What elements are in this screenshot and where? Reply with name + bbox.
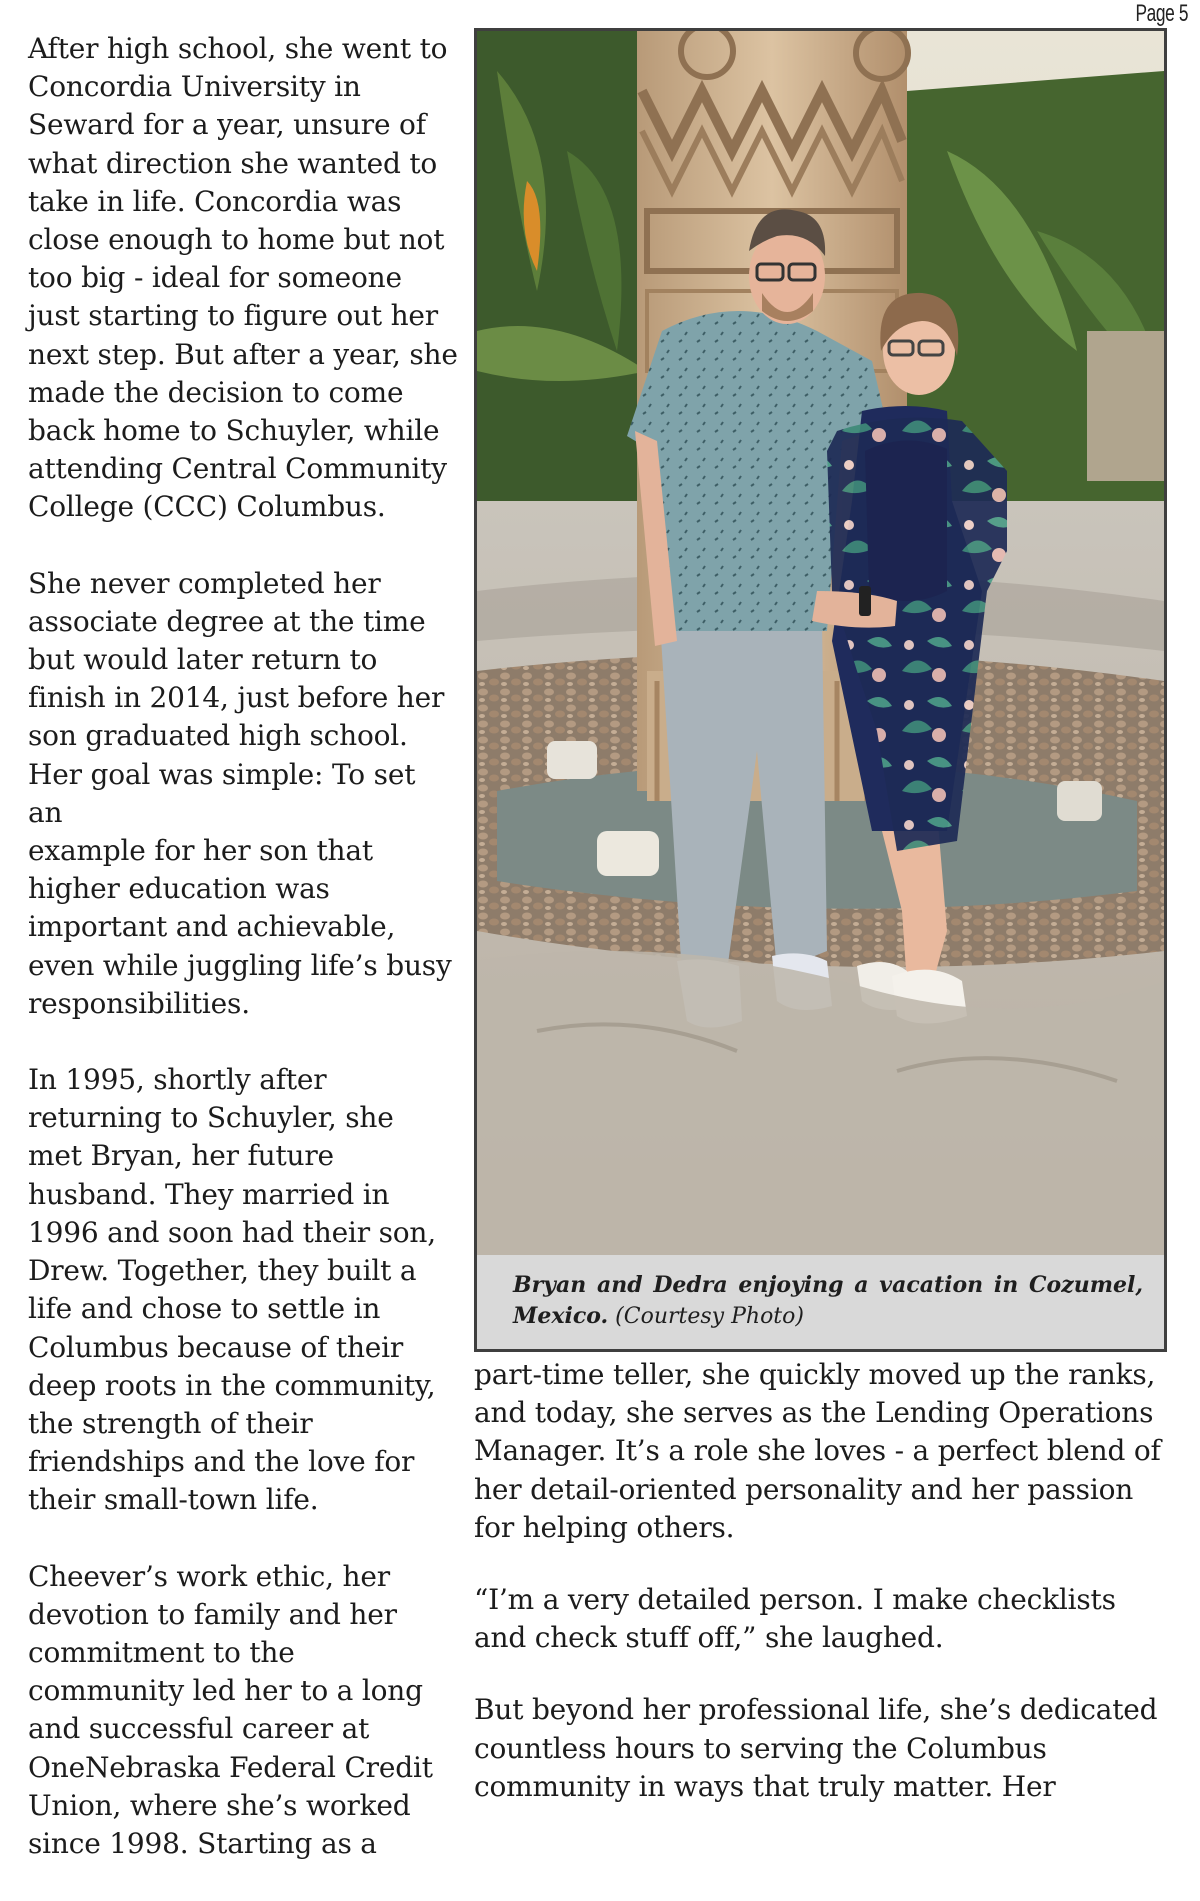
left-column: [28, 30, 458, 1901]
photo-frame: [474, 28, 1167, 1352]
right-column: [474, 1356, 1174, 1840]
photo-caption: [513, 1270, 1143, 1332]
caption-text: Bryan and Dedra enjoying a vacation in Cozumel, Mexico.: [513, 1272, 1143, 1329]
page-number: Page 5: [1135, 0, 1188, 27]
article-paragraph: Cheever’s work ethic, her devotion to family and her commitment to the community led her to a long and successful career at OneNebraska Federal Credit Union, where she’s worked since 1998. Starting as a: [28, 1559, 433, 1860]
article-paragraph: In 1995, shortly after returning to Schuyler, she met Bryan, her future husband. They married in 1996 and soon had their son, Drew. Together, they built a life and chose to settle in Columbus because of their deep roots in the community, the strength of their friendships and the love for their small-town life.: [28, 1063, 436, 1517]
couple-photo: [477, 31, 1164, 1255]
article-paragraph: part-time teller, she quickly moved up the ranks, and today, she serves as the Lending Operations Manager. It’s a role she loves - a perfect blend of her detail-oriented personality and her passion for helping others.: [474, 1358, 1161, 1544]
article-paragraph: But beyond her professional life, she’s dedicated countless hours to serving the Columbus community in ways that truly matter. Her: [474, 1693, 1158, 1803]
caption-credit: (Courtesy Photo): [615, 1304, 804, 1329]
article-paragraph: After high school, she went to Concordia University in Seward for a year, unsure of what direction she wanted to take in life. Concordia was close enough to home but not too big - ideal for someone just starting to figure out her next step. But after a year, she made the decision to come back home to Schuyler, while attending Central Community College (CCC) Columbus.: [28, 32, 458, 524]
article-paragraph: “I’m a very detailed person. I make checklists and check stuff off,” she laughed.: [474, 1583, 1116, 1655]
article-paragraph: She never completed her associate degree at the time but would later return to finish in 2014, just before her son graduated high school. Her goal was simple: To set an example for her son that higher education was important and achievable, even while juggling life’s busy responsibilities.: [28, 566, 452, 1020]
